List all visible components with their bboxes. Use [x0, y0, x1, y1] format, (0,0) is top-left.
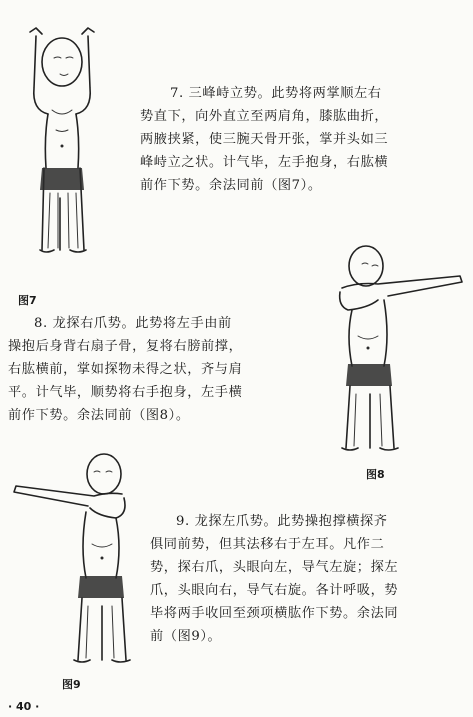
figure-9-illustration — [8, 448, 158, 674]
figure-8-drawing — [318, 236, 468, 462]
paragraph-9-line: 俱同前势，但其法移右于左耳。凡作二 — [150, 537, 385, 552]
paragraph-9-line: 爪，头眼向右，导气右旋。各计呼吸，势 — [150, 583, 399, 598]
paragraph-7-line: 7. 三峰峙立势。此势将两掌顺左右 — [170, 86, 382, 101]
paragraph-8-line: 平。计气毕，顺势将右手抱身，左手横 — [8, 385, 243, 400]
figure-7-illustration — [6, 18, 134, 280]
figure-9-caption: 图9 — [62, 678, 81, 691]
paragraph-7 — [140, 82, 466, 197]
paragraph-9-line: 势，探右爪，头眼向左，导气左旋；探左 — [150, 560, 399, 575]
figure-8-illustration — [318, 236, 468, 462]
paragraph-7-line: 峰峙立之状。计气毕，左手抱身，右肱横 — [140, 155, 389, 170]
paragraph-9-line: 毕将两手收回至颈项横肱作下势。余法同 — [150, 606, 399, 621]
paragraph-7-line: 势直下，向外直立至两肩角，膝肱曲折， — [140, 109, 389, 124]
paragraph-8 — [8, 312, 316, 427]
paragraph-8-line: 操抱后身背右扇子骨，复将右膀前撑， — [8, 339, 243, 354]
figure-8-caption: 图8 — [366, 468, 385, 481]
figure-9-drawing — [8, 448, 158, 674]
paragraph-7-line: 两腋挟紧，使三腕天骨开张，掌并头如三 — [140, 132, 389, 147]
page-number: · 40 · — [8, 700, 40, 713]
paragraph-9-line: 9. 龙探左爪势。此势操抱撑横探齐 — [176, 514, 388, 529]
figure-7-caption: 图7 — [18, 294, 37, 307]
paragraph-8-line: 8. 龙探右爪势。此势将左手由前 — [34, 316, 232, 331]
paragraph-7-line: 前作下势。余法同前（图7）。 — [140, 178, 322, 193]
paragraph-8-line: 右肱横前，掌如探物未得之状，齐与肩 — [8, 362, 243, 377]
paragraph-8-line: 前作下势。余法同前（图8）。 — [8, 408, 190, 423]
paragraph-9 — [150, 510, 468, 648]
figure-7-drawing — [6, 18, 134, 280]
paragraph-9-line: 前（图9）。 — [150, 629, 222, 644]
